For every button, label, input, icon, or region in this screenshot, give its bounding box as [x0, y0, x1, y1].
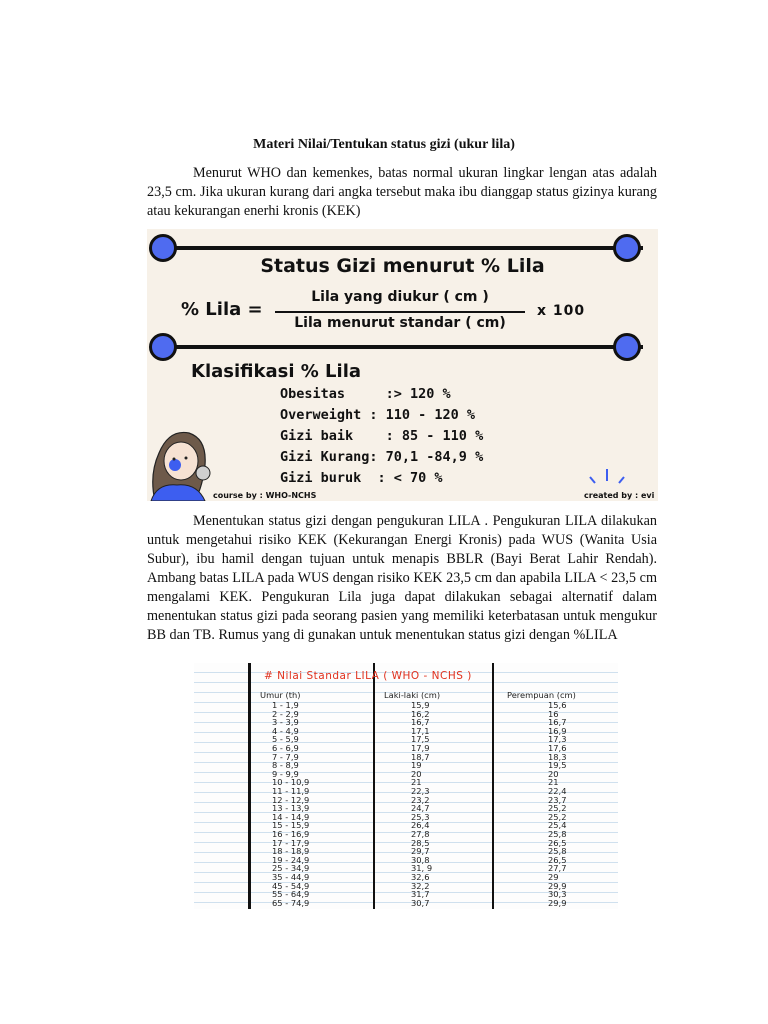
formula-lhs: % Lila = [181, 299, 263, 320]
female-lila-cell: 30,3 [548, 889, 567, 900]
credit-right: created by : evi [584, 491, 655, 500]
status-gizi-infographic [147, 229, 658, 501]
male-lila-cell: 17,9 [411, 743, 430, 753]
age-cell: 18 - 18,9 [272, 846, 310, 857]
female-lila-cell: 15,6 [548, 700, 567, 710]
male-lila-cell: 27,8 [411, 829, 430, 839]
age-cell: 12 - 12,9 [272, 794, 310, 805]
formula-denominator: Lila menurut standar ( cm) [294, 315, 506, 331]
classification-item: Gizi baik : 85 - 110 % [280, 428, 484, 444]
age-cell: 17 - 17,9 [272, 837, 310, 848]
age-cell: 2 - 2,9 [272, 708, 299, 719]
paragraph-intro-text: Menurut WHO dan kemenkes, batas normal ukuran lingkar lengan atas adalah 23,5 cm. Jika ukuran kurang dari angka tersebut maka ibu dianggap status gizinya kurang atau kekurangan enerhi kronis (KEK) [147, 165, 657, 219]
infographic-title: Status Gizi menurut % Lila [260, 255, 545, 277]
female-lila-cell: 17,6 [548, 743, 567, 753]
male-lila-cell: 26,4 [411, 820, 430, 831]
age-cell: 14 - 14,9 [272, 811, 310, 822]
document-title: Materi Nilai/Tentukan status gizi (ukur lila) [253, 137, 515, 152]
male-lila-cell: 29,7 [411, 846, 430, 857]
female-lila-cell: 23,7 [548, 794, 567, 805]
paragraph-lila-text: Menentukan status gizi dengan pengukuran LILA . Pengukuran LILA dilakukan untuk mengetahui risiko KEK (Kekurangan Energi Kronis) pada WUS (Wanita Usia Subur), ibu hamil dengan tujuan untuk menapis BBLR (Bayi Berat Lahir Rendah). Ambang batas LILA pada WUS dengan risiko KEK 23,5 cm dan apabila LILA < 23,5 cm mengalami KEK. Pengukuran Lila juga dapat dilakukan sebagai alternatif dalam menentukan status gizi pada seorang pasien yang memiliki keterbatasan untuk mengukur BB dan TB. Rumus yang di gunakan untuk menentukan status gizi dengan %LILA [147, 513, 657, 643]
female-lila-cell: 25,2 [548, 803, 567, 814]
age-cell: 25 - 34,9 [272, 863, 310, 874]
age-cell: 65 - 74,9 [272, 897, 310, 908]
female-lila-cell: 29 [548, 872, 559, 882]
female-lila-cell: 26,5 [548, 837, 567, 848]
credit-left: course by : WHO-NCHS [213, 491, 317, 500]
circle-dot-icon [613, 333, 641, 361]
female-lila-cell: 25,2 [548, 811, 567, 822]
age-cell: 13 - 13,9 [272, 803, 310, 814]
male-lila-cell: 24,7 [411, 803, 430, 814]
male-lila-cell: 15,9 [411, 700, 430, 710]
female-lila-cell: 16,7 [548, 717, 567, 728]
table-divider [492, 663, 494, 909]
classification-item: Gizi Kurang: 70,1 -84,9 % [280, 449, 484, 465]
age-cell: 6 - 6,9 [272, 743, 299, 753]
age-cell: 10 - 10,9 [272, 777, 310, 788]
age-cell: 7 - 7,9 [272, 751, 299, 762]
female-lila-cell: 21 [548, 777, 559, 788]
male-lila-cell: 31, 9 [411, 863, 433, 874]
female-lila-cell: 27,7 [548, 863, 567, 874]
sparkle-icon [587, 465, 627, 489]
male-lila-cell: 23,2 [411, 794, 430, 805]
table-title: # Nilai Standar LILA ( WHO - NCHS ) [264, 670, 472, 682]
male-lila-cell: 17,5 [411, 734, 430, 745]
paragraph-lila [147, 512, 657, 645]
lila-standard-table [194, 663, 618, 909]
age-cell: 8 - 8,9 [272, 760, 299, 771]
column-header: Laki-laki (cm) [384, 690, 441, 700]
female-lila-cell: 29,9 [548, 880, 567, 891]
table-divider [373, 663, 375, 909]
age-cell: 4 - 4,9 [272, 725, 299, 736]
age-cell: 9 - 9,9 [272, 768, 299, 779]
classification-item: Overweight : 110 - 120 % [280, 407, 476, 423]
male-lila-cell: 30,8 [411, 854, 430, 865]
female-lila-cell: 25,8 [548, 846, 567, 857]
male-lila-cell: 32,2 [411, 880, 430, 891]
male-lila-cell: 16,7 [411, 717, 430, 728]
age-cell: 1 - 1,9 [272, 700, 299, 710]
male-lila-cell: 16,2 [411, 708, 430, 719]
female-lila-cell: 25,4 [548, 820, 567, 831]
age-cell: 15 - 15,9 [272, 820, 310, 831]
male-lila-cell: 30,7 [411, 897, 430, 908]
column-header: Perempuan (cm) [507, 690, 576, 700]
female-lila-cell: 22,4 [548, 786, 567, 796]
male-lila-cell: 32,6 [411, 872, 430, 882]
classification-item: Gizi buruk : < 70 % [280, 470, 443, 486]
female-lila-cell: 17,3 [548, 734, 567, 745]
female-lila-cell: 16 [548, 708, 559, 719]
bottom-divider-bar [163, 345, 643, 349]
male-lila-cell: 19 [411, 760, 422, 771]
female-lila-cell: 18,3 [548, 751, 567, 762]
circle-dot-icon [149, 333, 177, 361]
age-cell: 11 - 11,9 [272, 786, 310, 796]
formula-numerator: Lila yang diukur ( cm ) [311, 289, 489, 305]
classification-title: Klasifikasi % Lila [191, 361, 362, 382]
male-lila-cell: 25,3 [411, 811, 430, 822]
fraction-line [275, 311, 525, 313]
male-lila-cell: 18,7 [411, 751, 430, 762]
female-lila-cell: 29,9 [548, 897, 567, 908]
male-lila-cell: 28,5 [411, 837, 430, 848]
age-cell: 16 - 16,9 [272, 829, 310, 839]
male-lila-cell: 17,1 [411, 725, 430, 736]
age-cell: 35 - 44,9 [272, 872, 310, 882]
age-cell: 5 - 5,9 [272, 734, 299, 745]
age-cell: 55 - 64,9 [272, 889, 310, 900]
top-divider-bar [163, 246, 643, 250]
classification-item: Obesitas :> 120 % [280, 386, 451, 402]
male-lila-cell: 22,3 [411, 786, 430, 796]
female-lila-cell: 25,8 [548, 829, 567, 839]
girl-illustration-icon [147, 425, 217, 501]
age-cell: 3 - 3,9 [272, 717, 299, 728]
column-header: Umur (th) [260, 690, 301, 700]
female-lila-cell: 16,9 [548, 725, 567, 736]
female-lila-cell: 19,5 [548, 760, 567, 771]
male-lila-cell: 21 [411, 777, 422, 788]
female-lila-cell: 26,5 [548, 854, 567, 865]
age-cell: 19 - 24,9 [272, 854, 310, 865]
age-cell: 45 - 54,9 [272, 880, 310, 891]
paragraph-intro [147, 164, 657, 221]
male-lila-cell: 31,7 [411, 889, 430, 900]
formula-multiplier: x 100 [537, 303, 586, 319]
table-divider [248, 663, 251, 909]
female-lila-cell: 20 [548, 768, 559, 779]
male-lila-cell: 20 [411, 768, 422, 779]
